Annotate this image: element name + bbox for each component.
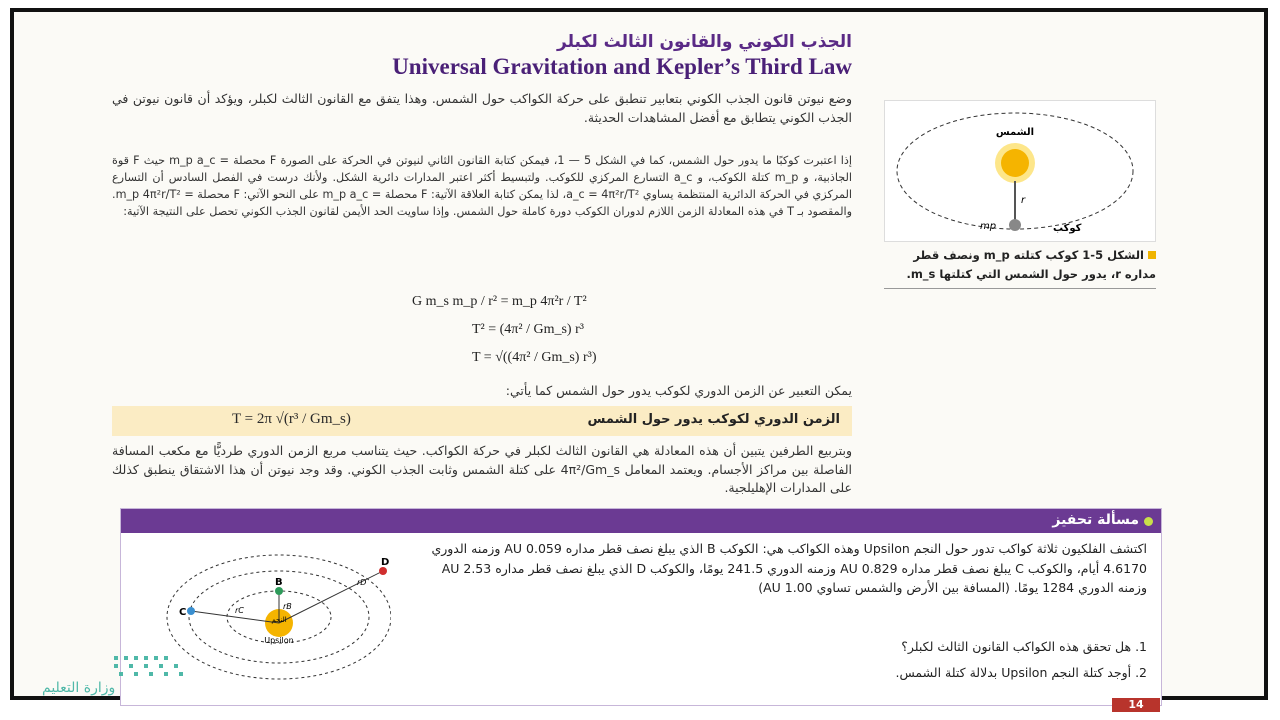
- paragraph-period-intro: يمكن التعبير عن الزمن الدوري لكوكب يدور حول الشمس كما يأتي:: [505, 383, 852, 398]
- sun-label: الشمس: [995, 127, 1035, 138]
- equation-period-squared: T² = (4π² / Gm_s) r³: [472, 322, 584, 337]
- caption-bullet-icon: [1148, 251, 1156, 259]
- planet-c-icon: [187, 607, 195, 615]
- sun-icon: [1001, 149, 1029, 177]
- figure-caption-text: الشكل 5-1 كوكب كتلته m_p ونصف قطر مداره r، يدور حول الشمس التي كتلتها m_s.: [906, 248, 1156, 281]
- planet-d-label: D: [381, 557, 390, 568]
- figure-caption: [884, 246, 1156, 289]
- section-title-arabic: الجذب الكوني والقانون الثالث لكبلر: [557, 32, 852, 52]
- paragraph-derivation: إذا اعتبرت كوكبًا ما يدور حول الشمس، كما في الشكل 5 — 1، فيمكن كتابة القانون الثاني لنيوتن في الحركة على الصورة F محصلة = m_p a_c حيث F قوة الجاذبية، و m_p كتلة الكوكب، و a_c التسارع المركزي للكوكب. ولتبسيط أكثر اعتبر المدارات دائرية الشكل. ولأنك درست في الفصل السادس أن التسارع المركزي في الحركة الدائرية المنتظمة يساوي a_c = 4π²r/T²، لذا يمكن كتابة العلاقة الآتية: F محصلة = m_p a_c على النحو الآتي: F محصلة = m_p 4π²r/T². والمقصود بـ T في هذه المعادلة الزمن اللازم لدوران الكوكب دورة كاملة حول الشمس. وإذا ساويت الحد الأيمن لقانون الجذب الكوني تحصل على النتيجة الآتية:: [112, 154, 852, 218]
- radius-b-label: rB: [283, 602, 292, 611]
- paragraph-intro: وضع نيوتن قانون الجذب الكوني بتعابير تنطبق على حركة الكواكب حول الشمس. وهذا يتفق مع القانون الثالث لكبلر، ويؤكد أن قانون نيوتن في الجذب الكوني يتطابق مع أفضل المشاهدات الحديثة.: [112, 91, 852, 125]
- challenge-dot-icon: [1144, 517, 1153, 526]
- orbit-svg: [885, 101, 1155, 241]
- mass-label: mp: [980, 221, 997, 232]
- radius-d-label: rD: [357, 578, 367, 587]
- period-highlight-band: [112, 406, 852, 436]
- paragraph-kepler-third: وبتربيع الطرفين يتبين أن هذه المعادلة هي القانون الثالث لكبلر في حركة الكواكب. حيث يتناسب مربع الزمن الدوري طرديًّا مع مكعب المسافة الفاصلة بين مراكز الأجسام. ويعتمد المعامل 4π²/Gm_s على كتلة الشمس وثابت الجذب الكوني. وقد وجد نيوتن أن هذا الاشتقاق ينطبق كذلك على المدارات الإهليلجية.: [112, 443, 852, 495]
- radius-c-label: rC: [235, 606, 244, 615]
- period-highlight-equation: T = 2π √(r³ / Gm_s): [232, 411, 351, 427]
- challenge-question-1: 1. هل تحقق هذه الكواكب القانون الثالث لكبلر؟: [901, 639, 1147, 654]
- ministry-name: وزارة التعليم: [42, 680, 116, 696]
- challenge-text: اكتشف الفلكيون ثلاثة كواكب تدور حول النجم Upsilon وهذه الكواكب هي: الكوكب B الذي يبلغ نصف قطر مداره 0.059 AU وزمنه الدوري 4.6170 أيام، والكوكب C يبلغ نصف قطر مداره 0.829 AU وزمنه الدوري 241.5 يومًا، والكوكب D الذي يبلغ نصف قطر مداره 2.53 AU وزمنه الدوري 1284 يومًا. (المسافة بين الأرض والشمس تساوي 1.00 AU): [431, 541, 1147, 595]
- upsilon-star-label-ar: النجم: [271, 616, 287, 624]
- planet-b-label: B: [275, 577, 283, 588]
- upsilon-star-label: Upsilon: [264, 636, 294, 645]
- figure-planet-orbit: [884, 100, 1156, 242]
- planet-b-icon: [275, 587, 283, 595]
- equation-period: T = √((4π² / Gm_s) r³): [472, 350, 597, 365]
- challenge-question-2: 2. أوجد كتلة النجم Upsilon بدلالة كتلة الشمس.: [895, 665, 1147, 680]
- planet-c-label: C: [179, 607, 187, 618]
- planet-d-icon: [379, 567, 387, 575]
- radius-label: r: [1021, 195, 1026, 206]
- page-frame: [10, 8, 1268, 711]
- page-number: 14: [1112, 698, 1160, 712]
- challenge-header: [121, 509, 1161, 533]
- section-title-english: Universal Gravitation and Kepler’s Third Law: [392, 54, 852, 79]
- radius-d-line: [279, 571, 383, 623]
- planet-label: كوكب: [1053, 223, 1082, 234]
- planet-icon: [1009, 219, 1021, 231]
- period-highlight-label: الزمن الدوري لكوكب يدور حول الشمس: [587, 412, 840, 427]
- equation-gravity-balance: G m_s m_p / r² = m_p 4π²r / T²: [412, 294, 587, 309]
- textbook-page: [112, 24, 1182, 704]
- challenge-box: [120, 508, 1162, 706]
- challenge-title: مسألة تحفيز: [1052, 512, 1139, 528]
